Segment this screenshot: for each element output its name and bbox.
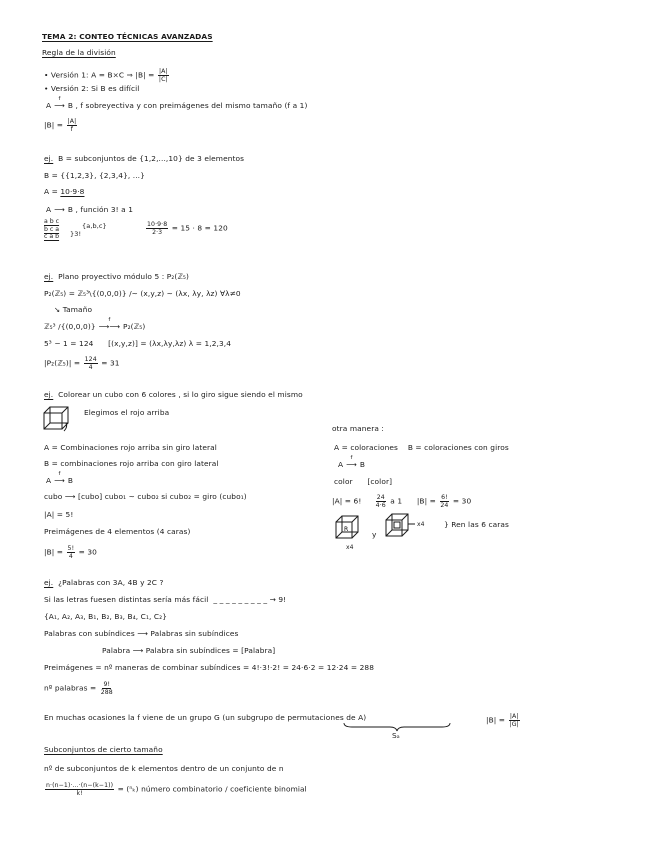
page-title: TEMA 2: CONTEO TÉCNICAS AVANZADAS [42, 32, 213, 41]
arrow-icon: f ⟶⟶ [98, 317, 121, 331]
otra-manera-heading: otra manera : [332, 424, 385, 433]
group-note: En muchas ocasiones la f viene de un grupo G (un subgrupo de permutaciones de A) [44, 713, 367, 722]
arrow-icon: f ⟶ [346, 455, 357, 469]
and-label: y [372, 530, 377, 539]
binomial-formula: $\frac{n\cdot(n-1)\cdot...\cdot(n-(k-1))}{k!}$ = (ⁿₖ) número combinatorio / coeficiente binomial [46, 782, 307, 797]
example-1-a-value: A = 10·9·8 [44, 187, 85, 196]
section-heading-division: Regla de la división [42, 48, 116, 57]
cube-rotation-icon [334, 514, 362, 542]
version-1-label: • Versión 1: [44, 70, 89, 80]
arrow-icon: f ⟶ [54, 471, 65, 485]
otra-color-map: color [color] [334, 477, 393, 486]
example-3-a-def: A = Combinaciones rojo arriba sin giro lateral [44, 443, 217, 452]
cube-sketch-icon [42, 405, 72, 433]
example-3-b-def: B = combinaciones rojo arriba con giro lateral [44, 459, 219, 468]
example-3-result: |B| = $\frac{5!}{4}$ = 30 [44, 545, 97, 560]
version-1-fraction: $\frac{|A|}{|C|}$ [158, 68, 168, 83]
version-2-label: • Versión 2: [44, 84, 89, 93]
example-2-statement: ej. Plano proyectivo módulo 5 : P₂(ℤ₅) [44, 272, 189, 281]
subsets-description: nº de subconjuntos de k elementos dentro de un conjunto de n [44, 764, 284, 773]
example-3-preimages: Preimágenes de 4 elementos (4 caras) [44, 527, 191, 536]
arrow-icon: f ⟶ [54, 96, 65, 110]
preimages-count: Preimágenes = nº maneras de combinar subíndices = 4!·3!·2! = 24·6·2 = 12·24 = 288 [44, 663, 374, 672]
permutation-brace-label: }3! [70, 230, 82, 238]
example-2-count: 5³ − 1 = 124 [(x,y,z)] = (λx,λy,λz) λ = 1,2,3,4 [44, 339, 232, 348]
example-3-a-size: |A| = 5! [44, 510, 74, 519]
elegimos-rojo: Elegimos el rojo arriba [84, 408, 170, 417]
indexed-letter-set: {A₁, A₂, A₃, B₁, B₂, B₃, B₄, C₁, C₂} [44, 612, 168, 621]
version-1-line [44, 68, 170, 83]
tamano-note: ↘ Tamaño [54, 305, 93, 314]
group-formula: |B| = $\frac{|A|}{|G|}$ [486, 713, 519, 728]
cube-relation: cubo ⟶ [cubo] cubo₁ ~ cubo₂ si cubo₂ = giro (cubo₁) [44, 492, 247, 501]
otra-map: A f ⟶ B [338, 455, 366, 469]
svg-text:R: R [344, 526, 349, 533]
example-1-calculation: $\frac{10\cdot 9\cdot 8}{2\cdot 3}$ = 15 · 8 = 120 [147, 221, 228, 236]
map-line-division: A f ⟶ B , f sobreyectiva y con preimágenes del mismo tamaño (f a 1) [46, 96, 308, 110]
example-3-statement: ej. Colorear un cubo con 6 colores , si lo giro sigue siendo el mismo [44, 390, 303, 399]
x4-bottom-label: x4 [346, 544, 354, 551]
words-map-2: Palabra ⟶ Palabra sin subíndices = [Palabra] [102, 646, 276, 655]
example-4-statement: ej. ¿Palabras con 3A, 4B y 2C ? [44, 578, 164, 587]
permutation-table: a b c b c a c a b [44, 218, 60, 240]
example-1-statement: ej. B = subconjuntos de {1,2,...,10} de 3 elementos [44, 154, 245, 163]
arrow-icon: ⟶ [54, 205, 65, 214]
version-1-text: A = B×C ⇒ |B| = [91, 70, 155, 80]
x4-right-label: x4 [417, 521, 425, 528]
otra-definitions: A = coloraciones B = coloraciones con giros [334, 443, 509, 452]
projective-plane-definition: P₂(ℤ₅) = ℤ₅³\{(0,0,0)} /~ (x,y,z) ~ (λx, λy, λz) ∀λ≠0 [44, 289, 241, 298]
example-2-result: |P₂(ℤ₅)| = $\frac{124}{4}$ = 31 [44, 356, 120, 371]
version-2-line [44, 84, 139, 93]
distinct-letters-line: Si las letras fuesen distintas sería más fácil _ _ _ _ _ _ _ _ _ → 9! [44, 595, 287, 604]
otra-sizes: |A| = 6! $\frac{24}{4\cdot 6}$ a 1 |B| = $\frac{6!}{24}$ = 30 [332, 494, 472, 509]
permutation-set: {a,b,c} [82, 222, 107, 230]
map-description: , f sobreyectiva y con preimágenes del mismo tamaño (f a 1) [75, 101, 308, 110]
words-result: nº palabras = $\frac{9!}{288}$ [44, 681, 113, 696]
caras-note: } Ren las 6 caras [444, 520, 509, 529]
example-1-b-set: B = {{1,2,3}, {2,3,4}, ...} [44, 171, 145, 180]
example-1-map: A ⟶ B , función 3! a 1 [46, 205, 134, 214]
example-2-map: ℤ₅³ /{(0,0,0)} f ⟶⟶ P₂(ℤ₅) [44, 317, 146, 331]
section-heading-subsets: Subconjuntos de cierto tamaño [44, 745, 163, 754]
symmetric-group-label: Sₐ [392, 731, 400, 740]
b-size-formula: |B| = $\frac{|A|}{f}$ [44, 118, 77, 133]
words-map-1: Palabras con subíndices ⟶ Palabras sin subíndices [44, 629, 239, 638]
cube-rotation-icon [384, 512, 416, 540]
version-2-text: Si B es difícil [91, 84, 140, 93]
example-3-map: A f ⟶ B [46, 471, 74, 485]
